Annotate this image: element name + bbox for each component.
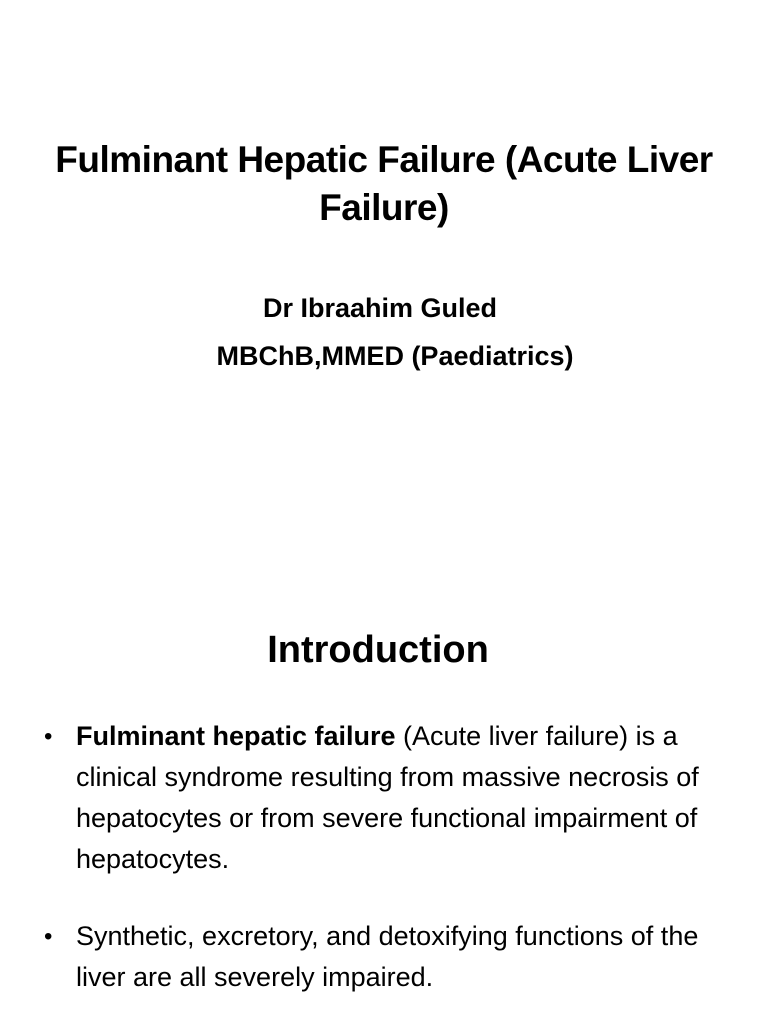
bullet-dot-icon: • xyxy=(44,723,53,750)
bullet-text: (Acute liver failure) is a clinical syndrome resulting from massive necrosis of hepatocytes or from severe functional impairment of hepatocytes. xyxy=(76,721,699,874)
bullet-dot-icon: • xyxy=(44,923,53,950)
bullet-item xyxy=(40,716,740,880)
section-title: Introduction xyxy=(267,629,489,671)
bullet-item xyxy=(40,916,740,998)
bullet-list xyxy=(40,716,740,998)
bullet-bold-text: Fulminant hepatic failure xyxy=(76,721,396,751)
author-name: Dr Ibraahim Guled xyxy=(262,293,498,323)
slide-title: Fulminant Hepatic Failure (Acute Liver Failure) xyxy=(55,139,713,228)
bullet-text: Synthetic, excretory, and detoxifying functions of the liver are all severely impaired. xyxy=(76,921,699,992)
author-credentials: MBChB,MMED (Paediatrics) xyxy=(216,341,574,371)
